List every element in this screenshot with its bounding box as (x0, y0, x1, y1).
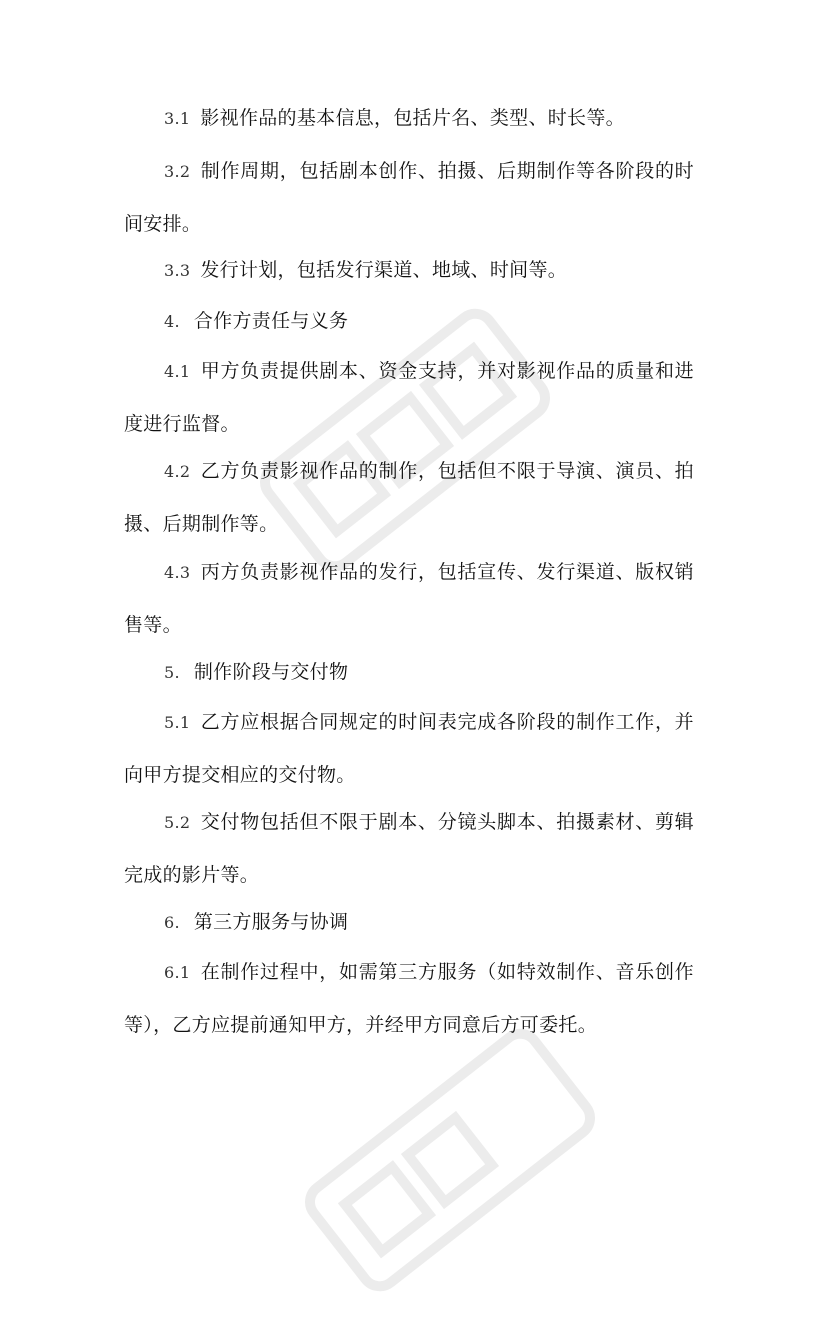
section-number: 4. (164, 312, 180, 331)
paragraph-4-2 (124, 445, 694, 551)
clause-number: 4.2 (164, 462, 191, 481)
clause-number: 3.3 (164, 261, 191, 280)
clause-number: 3.2 (164, 162, 191, 181)
section-heading-5 (124, 646, 694, 699)
paragraph-4-3 (124, 546, 694, 652)
section-title: 合作方责任与义务 (193, 310, 349, 332)
clause-number: 4.3 (164, 563, 191, 582)
paragraph-6-1 (124, 946, 694, 1052)
clause-text: 丙方负责影视作品的发行，包括宣传、发行渠道、版权销售等。 (124, 561, 694, 636)
paragraph-3-2 (124, 145, 694, 251)
paragraph-3-3 (124, 244, 694, 297)
section-heading-6 (124, 896, 694, 949)
paragraph-5-2 (124, 796, 694, 902)
section-heading-4 (124, 295, 694, 348)
clause-text: 交付物包括但不限于剧本、分镜头脚本、拍摄素材、剪辑完成的影片等。 (124, 811, 694, 886)
clause-number: 3.1 (164, 109, 191, 128)
clause-text: 乙方应根据合同规定的时间表完成各阶段的制作工作，并向甲方提交相应的交付物。 (124, 711, 694, 786)
clause-text: 甲方负责提供剧本、资金支持，并对影视作品的质量和进度进行监督。 (124, 360, 694, 435)
section-number: 6. (164, 913, 180, 932)
paragraph-5-1 (124, 696, 694, 802)
section-number: 5. (164, 663, 180, 682)
clause-number: 5.2 (164, 813, 191, 832)
clause-text: 制作周期，包括剧本创作、拍摄、后期制作等各阶段的时间安排。 (124, 160, 694, 235)
clause-number: 5.1 (164, 713, 191, 732)
clause-text: 在制作过程中，如需第三方服务（如特效制作、音乐创作等），乙方应提前通知甲方，并经甲方同意后方可委托。 (124, 961, 694, 1036)
section-title: 第三方服务与协调 (193, 911, 349, 933)
clause-number: 6.1 (164, 963, 191, 982)
clause-text: 乙方负责影视作品的制作，包括但不限于导演、演员、拍摄、后期制作等。 (124, 460, 694, 535)
clause-number: 4.1 (164, 362, 191, 381)
paragraph-3-1 (124, 92, 694, 145)
section-title: 制作阶段与交付物 (193, 661, 349, 683)
clause-text: 影视作品的基本信息，包括片名、类型、时长等。 (200, 107, 625, 129)
paragraph-4-1 (124, 345, 694, 451)
clause-text: 发行计划，包括发行渠道、地域、时间等。 (200, 259, 568, 281)
